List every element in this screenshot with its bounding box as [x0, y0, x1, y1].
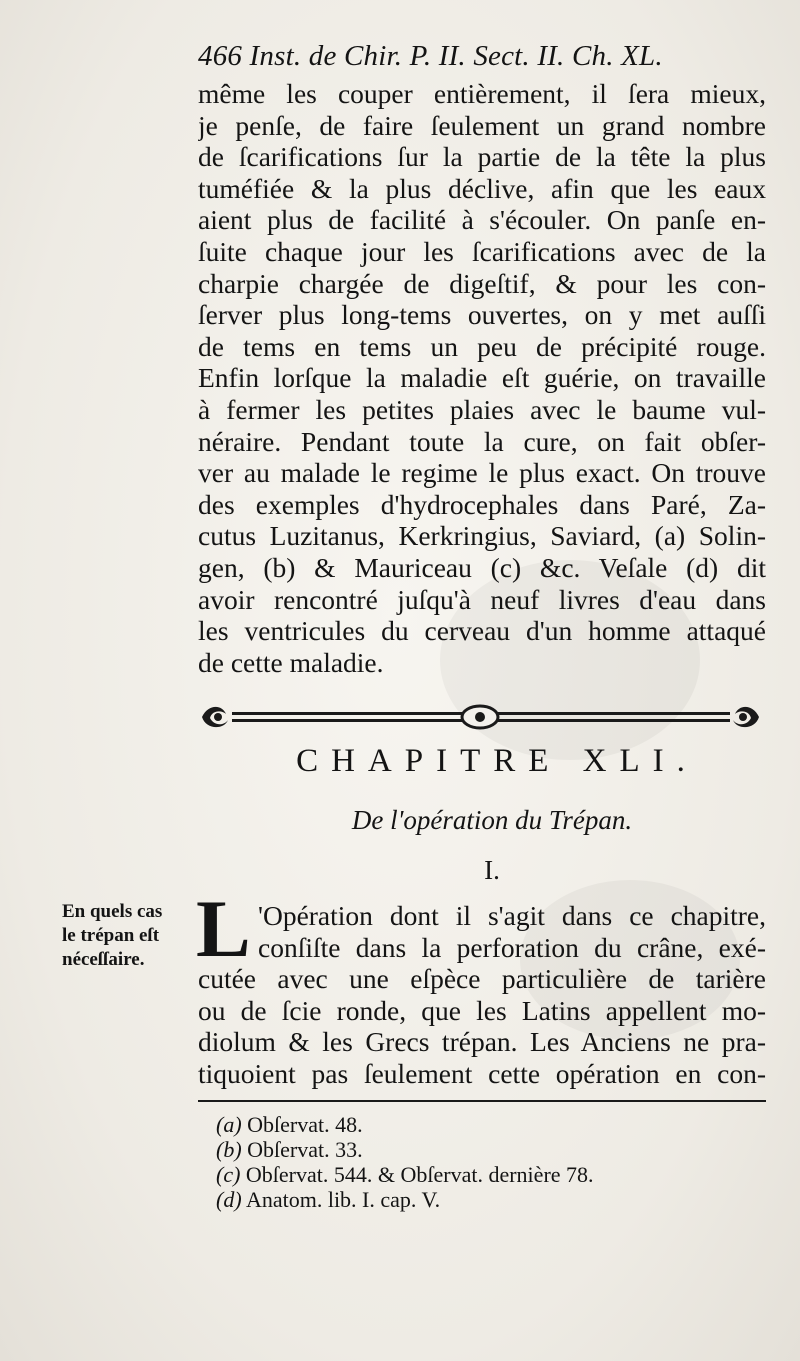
text-line: Enfin lorſque la maladie eſt guérie, on travaille [198, 362, 766, 394]
footnotes [216, 1112, 736, 1212]
footnote-mark: (b) [216, 1137, 242, 1162]
text-line: gen, (b) & Mauriceau (c) &c. Veſale (d) dit [198, 551, 766, 583]
text-line: 'Opération dont il s'agit dans ce chapitre, [258, 900, 766, 931]
text-line: ver au malade le regime le plus exact. On trouve [198, 457, 766, 489]
section-number: I. [484, 855, 500, 885]
footnote-text: Obſervat. 544. & Obſervat. dernière 78. [245, 1162, 594, 1187]
text-line: néraire. Pendant toute la cure, on fait obſer- [198, 425, 766, 457]
body-text [198, 78, 766, 678]
text-line: ſerver plus long-tems ouvertes, on y met auſſi [198, 299, 766, 331]
text-line: diolum & les Grecs trépan. Les Anciens ne pra- [198, 1026, 766, 1058]
text-line: les ventricules du cerveau d'un homme attaqué [198, 615, 766, 647]
footnote-mark: (a) [216, 1112, 242, 1137]
margin-note-line: En quels cas [62, 901, 163, 922]
footnote [216, 1187, 736, 1212]
footnote-rule [198, 1100, 766, 1102]
margin-note [62, 900, 202, 972]
text-line: ſuite chaque jour les ſcarifications avec de la [198, 235, 766, 267]
footnote [216, 1112, 736, 1137]
chapter-title: CHAPITRE XLI. [296, 743, 698, 779]
footnote-text: Obſervat. 48. [247, 1112, 363, 1137]
text-line: charpie chargée de digeſtif, & pour les con- [198, 267, 766, 299]
text-line: ou de ſcie ronde, que les Latins appellent mo- [198, 994, 766, 1026]
footnote-mark: (c) [216, 1162, 241, 1187]
footnote-mark: (d) [216, 1187, 242, 1212]
text-line: avoir rencontré juſqu'à neuf livres d'eau dans [198, 583, 766, 615]
footnote-text: Anatom. lib. I. cap. V. [245, 1187, 441, 1212]
text-line: cutée avec une eſpèce particulière de tarière [198, 963, 766, 995]
text-line: de ſcarifications ſur la partie de la tête la plus [198, 141, 766, 173]
ornamental-divider [198, 700, 763, 734]
text-line: même les couper entièrement, il ſera mieux, [198, 78, 766, 109]
running-head: 466 Inst. de Chir. P. II. Sect. II. Ch. XL. [198, 40, 663, 72]
text-line: cutus Luzitanus, Kerkringius, Saviard, (a) Solin- [198, 520, 766, 552]
text-line: à fermer les petites plaies avec le baume vul- [198, 393, 766, 425]
text-line: tiquoient pas ſeulement cette opération en con- [198, 1057, 766, 1089]
text-line: aient plus de facilité à s'écouler. On panſe en- [198, 204, 766, 236]
text-line: conſiſte dans la perforation du crâne, exé- [258, 931, 766, 963]
chapter-subtitle: De l'opération du Trépan. [351, 805, 633, 835]
text-line: de tems en tems un peu de précipité rouge. [198, 330, 766, 362]
drop-capital: L [196, 883, 251, 974]
footnote [216, 1162, 736, 1187]
footnote [216, 1137, 736, 1162]
footnote-text: Obſervat. 33. [247, 1137, 363, 1162]
text-line: je penſe, de faire ſeulement un grand nombre [198, 109, 766, 141]
text-line: tuméfiée & la plus déclive, afin que les eaux [198, 172, 766, 204]
margin-note-line: néceſſaire. [62, 949, 145, 970]
margin-note-line: le trépan eſt [62, 925, 160, 946]
text-line: des exemples d'hydrocephales dans Paré, Za- [198, 488, 766, 520]
section-text [198, 900, 766, 1090]
text-line: de cette maladie. [198, 646, 384, 678]
